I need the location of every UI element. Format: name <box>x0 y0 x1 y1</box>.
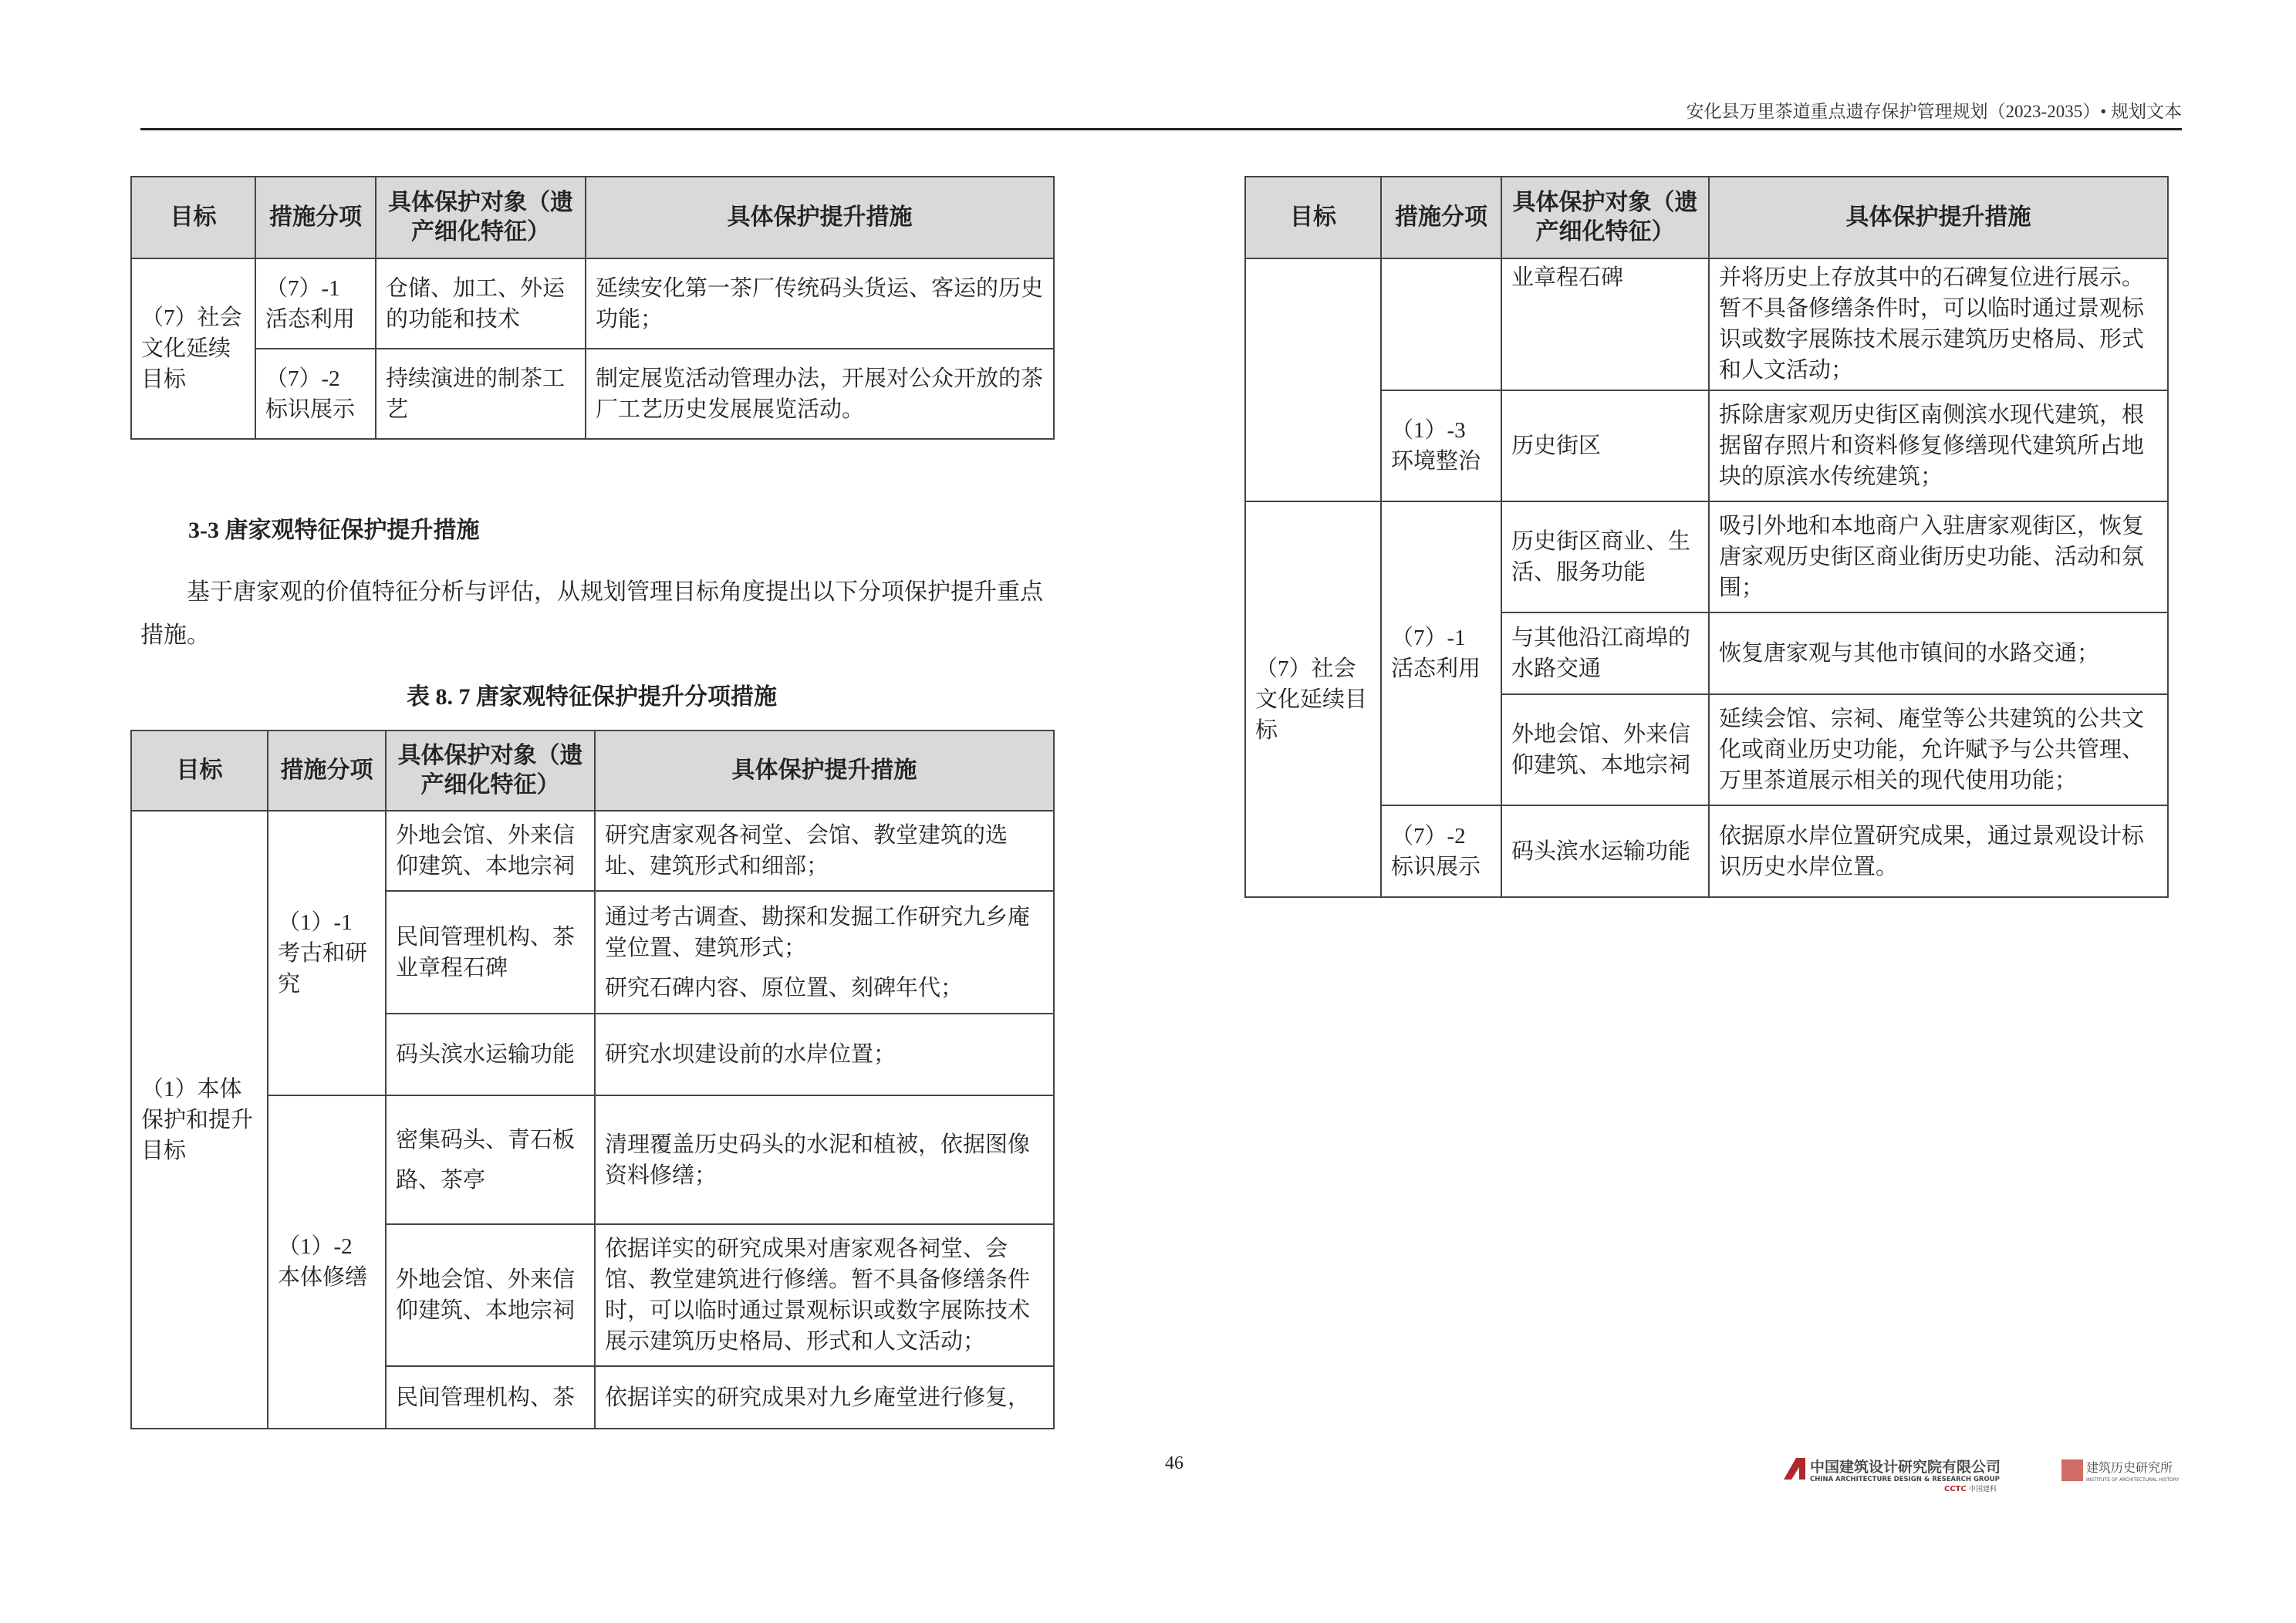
svg-text:CHINA ARCHITECTURE DESIGN & RE: CHINA ARCHITECTURE DESIGN & RESEARCH GROUP <box>1810 1476 2000 1483</box>
col-item: 措施分项 <box>268 731 386 811</box>
table-row <box>131 1095 1054 1224</box>
measure-cell: 吸引外地和本地商户入驻唐家观街区，恢复唐家观历史街区商业街历史功能、活动和氛围； <box>1709 501 2168 612</box>
object-cell: 历史街区商业、生活、服务功能 <box>1501 501 1709 612</box>
item-cell: （7）-2 标识展示 <box>1381 805 1501 897</box>
object-cell: 码头滨水运输功能 <box>386 1014 595 1095</box>
table-row <box>1245 390 2168 501</box>
svg-text:中国建筑设计研究院有限公司: 中国建筑设计研究院有限公司 <box>1810 1459 2001 1476</box>
svg-text:INSTITUTE OF ARCHITECTURAL HIS: INSTITUTE OF ARCHITECTURAL HISTORY <box>2086 1477 2180 1483</box>
item-cell: （7）-1 活态利用 <box>1381 501 1501 805</box>
col-item: 措施分项 <box>1381 177 1501 258</box>
measure-cell: 延续会馆、宗祠、庵堂等公共建筑的公共文化或商业历史功能，允许赋予与公共管理、万里茶道展示相关的现代使用功能； <box>1709 694 2168 805</box>
goal-cell: （7）社会文化延续目标 <box>131 258 255 439</box>
col-goal: 目标 <box>131 731 268 811</box>
item-cell: （1）-3 环境整治 <box>1381 390 1501 501</box>
table-header-row <box>131 177 1054 258</box>
object-cell: 历史街区 <box>1501 390 1709 501</box>
cadg-logo-icon <box>1782 1456 2183 1493</box>
col-object: 具体保护对象（遗产细化特征） <box>1501 177 1709 258</box>
measure-cell <box>595 891 1054 1014</box>
table-row <box>1245 258 2168 390</box>
item-cell: （7）-2 标识展示 <box>255 349 376 439</box>
header-rule <box>140 128 2182 130</box>
col-goal: 目标 <box>1245 177 1381 258</box>
measure-cell: 依据详实的研究成果对九乡庵堂进行修复， <box>595 1366 1054 1429</box>
measure-cell: 清理覆盖历史码头的水泥和植被，依据图像资料修缮； <box>595 1095 1054 1224</box>
measure-cell: 研究水坝建设前的水岸位置； <box>595 1014 1054 1095</box>
table-caption: 表 8. 7 唐家观特征保护提升分项措施 <box>407 684 777 710</box>
object-cell: 仓储、加工、外运的功能和技术 <box>376 258 586 349</box>
table-social-continuity <box>130 176 1055 440</box>
object-cell: 与其他沿江商埠的水路交通 <box>1501 612 1709 694</box>
goal-cell: （1）本体保护和提升目标 <box>131 811 268 1429</box>
svg-text:中国建科: 中国建科 <box>1969 1486 1997 1493</box>
object-cell: 民间管理机构、茶 <box>386 1366 595 1429</box>
object-cell: 外地会馆、外来信仰建筑、本地宗祠 <box>1501 694 1709 805</box>
measure-cell: 延续安化第一茶厂传统码头货运、客运的历史功能； <box>586 258 1054 349</box>
table-row <box>131 349 1054 439</box>
object-cell: 民间管理机构、茶业章程石碑 <box>386 891 595 1014</box>
section-title: 3-3 唐家观特征保护提升措施 <box>188 518 480 543</box>
col-item: 措施分项 <box>255 177 376 258</box>
table-header-row <box>1245 177 2168 258</box>
col-goal: 目标 <box>131 177 255 258</box>
table-row <box>131 811 1054 891</box>
measure-line: 通过考古调查、勘探和发掘工作研究九乡庵堂位置、建筑形式； <box>605 904 1031 960</box>
svg-text:CCTC: CCTC <box>1944 1485 1967 1493</box>
col-object: 具体保护对象（遗产细化特征） <box>386 731 595 811</box>
measure-cell: 恢复唐家观与其他市镇间的水路交通； <box>1709 612 2168 694</box>
measure-cell: 制定展览活动管理办法，开展对公众开放的茶厂工艺历史发展展览活动。 <box>586 349 1054 439</box>
item-cell <box>1381 258 1501 390</box>
svg-text:建筑历史研究所: 建筑历史研究所 <box>2086 1460 2173 1475</box>
measure-cell: 依据详实的研究成果对唐家观各祠堂、会馆、教堂建筑进行修缮。暂不具备修缮条件时，可以临时通过景观标识或数字展陈技术展示建筑历史格局、形式和人文活动； <box>595 1224 1054 1366</box>
col-object: 具体保护对象（遗产细化特征） <box>376 177 586 258</box>
col-measure: 具体保护提升措施 <box>1709 177 2168 258</box>
table-tangjiaguan-measures-continued <box>1244 176 2169 898</box>
item-cell: （1）-2 本体修缮 <box>268 1095 386 1429</box>
section-paragraph: 基于唐家观的价值特征分析与评估，从规划管理目标角度提出以下分项保护提升重点措施。 <box>140 579 1043 648</box>
table-row <box>131 258 1054 349</box>
goal-cell: （7）社会文化延续目标 <box>1245 501 1381 897</box>
table-header-row <box>131 731 1054 811</box>
running-header: 安化县万里茶道重点遗存保护管理规划（2023-2035）• 规划文本 <box>1686 102 2182 121</box>
object-cell: 业章程石碑 <box>1501 258 1709 390</box>
object-cell: 密集码头、青石板路、茶亭 <box>386 1095 595 1224</box>
table-tangjiaguan-measures <box>130 730 1055 1429</box>
object-cell: 外地会馆、外来信仰建筑、本地宗祠 <box>386 1224 595 1366</box>
measure-cell: 并将历史上存放其中的石碑复位进行展示。暂不具备修缮条件时，可以临时通过景观标识或数字展陈技术展示建筑历史格局、形式和人文活动； <box>1709 258 2168 390</box>
object-cell: 外地会馆、外来信仰建筑、本地宗祠 <box>386 811 595 891</box>
table-row <box>1245 501 2168 612</box>
measure-cell: 依据原水岸位置研究成果，通过景观设计标识历史水岸位置。 <box>1709 805 2168 897</box>
item-cell: （7）-1 活态利用 <box>255 258 376 349</box>
item-cell: （1）-1 考古和研究 <box>268 811 386 1095</box>
col-measure: 具体保护提升措施 <box>586 177 1054 258</box>
object-cell: 码头滨水运输功能 <box>1501 805 1709 897</box>
table-row <box>1245 805 2168 897</box>
goal-cell-continued <box>1245 258 1381 501</box>
measure-cell: 拆除唐家观历史街区南侧滨水现代建筑，根据留存照片和资料修复修缮现代建筑所占地块的原滨水传统建筑； <box>1709 390 2168 501</box>
measure-cell: 研究唐家观各祠堂、会馆、教堂建筑的选址、建筑形式和细部； <box>595 811 1054 891</box>
measure-line: 研究石碑内容、原位置、刻碑年代； <box>605 975 964 1000</box>
col-measure: 具体保护提升措施 <box>595 731 1054 811</box>
page-number: 46 <box>1165 1453 1183 1473</box>
footer-logos <box>1782 1456 2183 1493</box>
object-cell: 持续演进的制茶工艺 <box>376 349 586 439</box>
